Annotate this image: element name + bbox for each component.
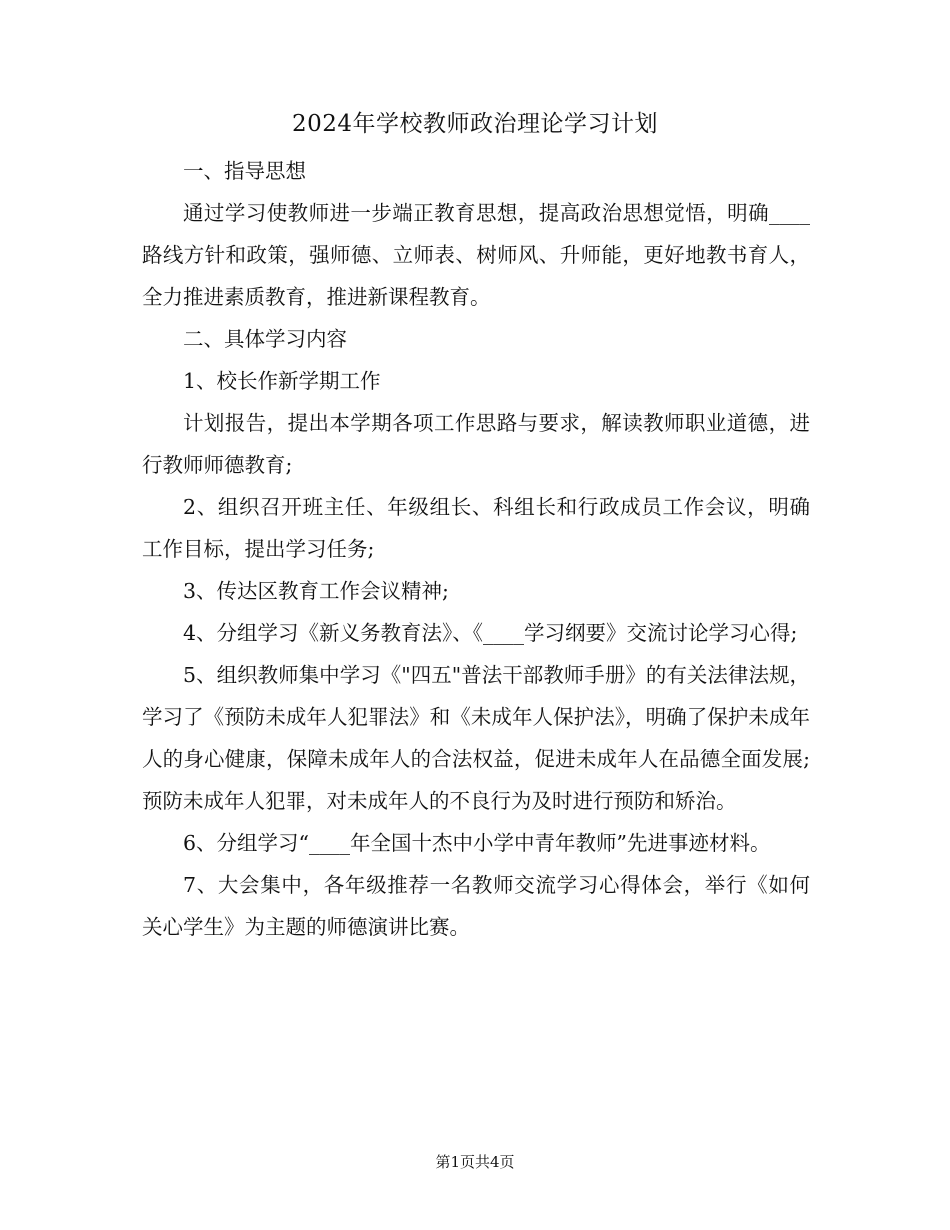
list-item-4: 4、分组学习《新义务教育法》、《____学习纲要》交流讨论学习心得; [183,621,798,645]
paragraph-guiding-thought: 通过学习使教师进一步端正教育思想，提高政治思想觉悟，明确____路线方针和政策，强师德、立师表、树师风、升师能，更好地教书育人，全力推进素质教育，推进新课程教育。 [142,201,810,309]
list-item-1: 1、校长作新学期工作 [183,369,381,393]
list-item-1-continued: 计划报告，提出本学期各项工作思路与要求，解读教师职业道德，进行教师师德教育; [142,411,810,477]
page-number-footer: 第1页共4页 [435,1153,515,1171]
list-item-2: 2、组织召开班主任、年级组长、科组长和行政成员工作会议，明确工作目标，提出学习任务; [142,495,810,561]
list-item-5: 5、组织教师集中学习《"四五"普法干部教师手册》的有关法律法规，学习了《预防未成年人犯罪法》和《未成年人保护法》，明确了保护未成年人的身心健康，保障未成年人的合法权益，促进未成年人在品德全面发展;预防未成年人犯罪，对未成年人的不良行为及时进行预防和矫治。 [142,663,810,813]
list-item-3: 3、传达区教育工作会议精神; [183,579,449,603]
section-heading-study-content: 二、具体学习内容 [183,327,347,351]
document-body [142,150,810,948]
section-heading-guiding-thought: 一、指导思想 [183,159,306,183]
document-title: 2024年学校教师政治理论学习计划 [291,111,659,137]
list-item-7: 7、大会集中，各年级推荐一名教师交流学习心得体会，举行《如何关心学生》为主题的师德演讲比赛。 [142,873,810,939]
list-item-6: 6、分组学习“____年全国十杰中小学中青年教师”先进事迹材料。 [183,831,771,855]
